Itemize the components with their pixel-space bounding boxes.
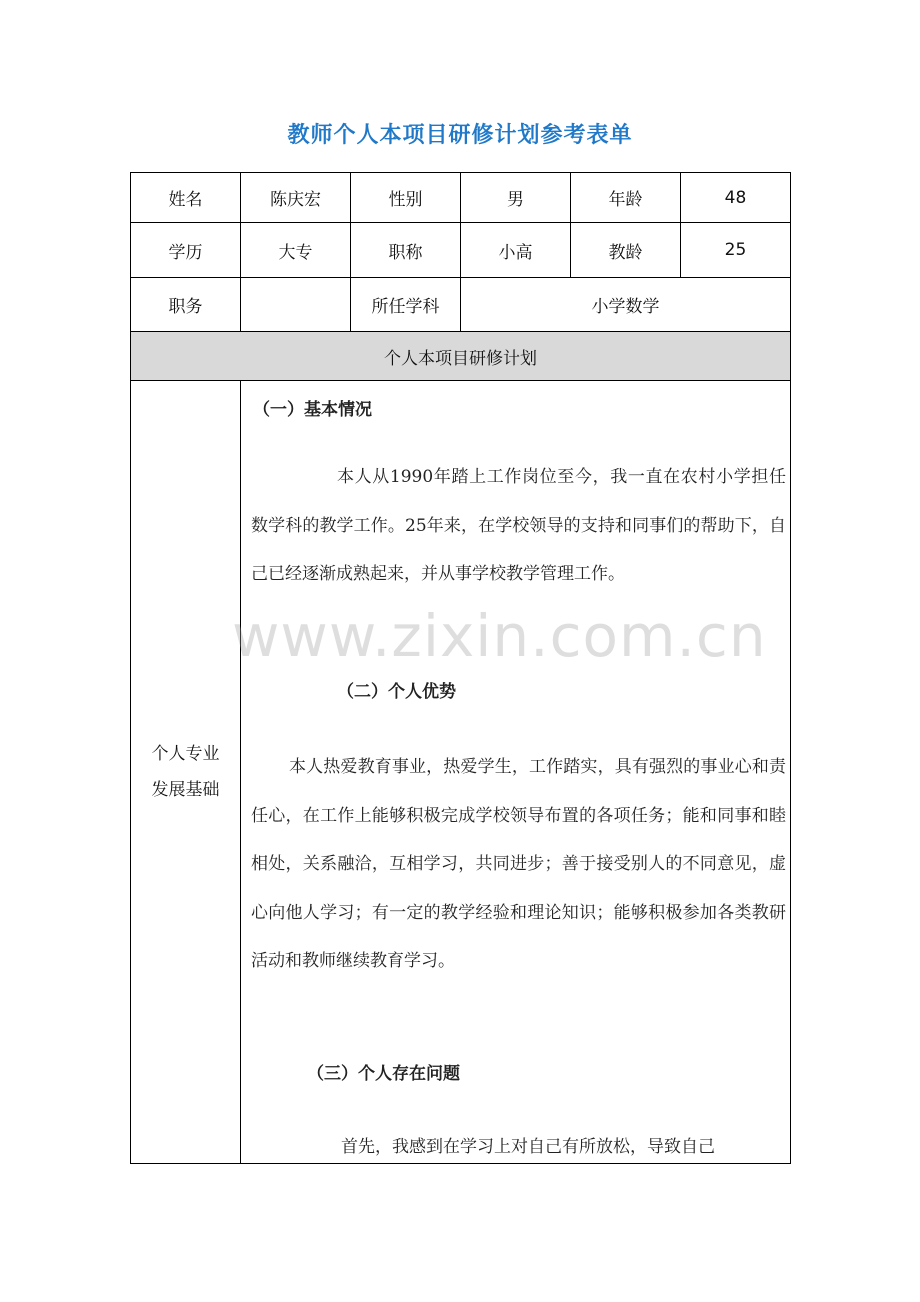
name-value: 陈庆宏 <box>241 173 351 223</box>
education-label: 学历 <box>131 223 241 278</box>
paragraph-personal-problems: 首先，我感到在学习上对自己有所放松，导致自己 <box>341 1137 715 1157</box>
gender-label: 性别 <box>351 173 461 223</box>
age-label: 年龄 <box>571 173 681 223</box>
table-row <box>131 381 791 1164</box>
left-label-line1: 个人专业 <box>151 744 220 764</box>
heading-personal-strengths: （二）个人优势 <box>337 682 456 702</box>
job-title-label: 职称 <box>351 223 461 278</box>
heading-basic-situation: （一）基本情况 <box>253 400 372 420</box>
teaching-years-label: 教龄 <box>571 223 681 278</box>
watermark: www.zixin.com.cn <box>232 602 767 670</box>
position-value <box>241 278 351 332</box>
page-title: 教师个人本项目研修计划参考表单 <box>287 123 633 148</box>
subject-label: 所任学科 <box>351 278 461 332</box>
left-label-line2: 发展基础 <box>151 780 220 800</box>
plan-content <box>241 381 791 1164</box>
education-value: 大专 <box>241 223 351 278</box>
table-row <box>131 332 791 381</box>
heading-personal-problems: （三）个人存在问题 <box>307 1064 460 1084</box>
plan-form-table <box>130 172 791 1164</box>
position-label: 职务 <box>131 278 241 332</box>
name-label: 姓名 <box>131 173 241 223</box>
age-value: 48 <box>681 173 791 223</box>
table-row <box>131 173 791 223</box>
subject-value: 小学数学 <box>461 278 791 332</box>
job-title-value: 小高 <box>461 223 571 278</box>
paragraph-personal-strengths: 本人热爱教育事业，热爱学生，工作踏实，具有强烈的事业心和责任心，在工作上能够积极完成学校领导布置的各项任务；能和同事和睦相处，关系融洽，互相学习，共同进步；善于接受别人的不同意见，虚心向他人学习；有一定的教学经验和理论知识；能够积极参加各类教研活动和教师继续教育学习。 <box>251 757 786 971</box>
teaching-years-value: 25 <box>681 223 791 278</box>
paragraph-basic-situation: 本人从1990年踏上工作岗位至今，我一直在农村小学担任数学科的教学工作。25年来，在学校领导的支持和同事们的帮助下，自己已经逐渐成熟起来，并从事学校教学管理工作。 <box>251 467 786 584</box>
section-title: 个人本项目研修计划 <box>131 332 791 381</box>
table-row <box>131 278 791 332</box>
gender-value: 男 <box>461 173 571 223</box>
development-basis-label <box>131 381 241 1164</box>
table-row <box>131 223 791 278</box>
